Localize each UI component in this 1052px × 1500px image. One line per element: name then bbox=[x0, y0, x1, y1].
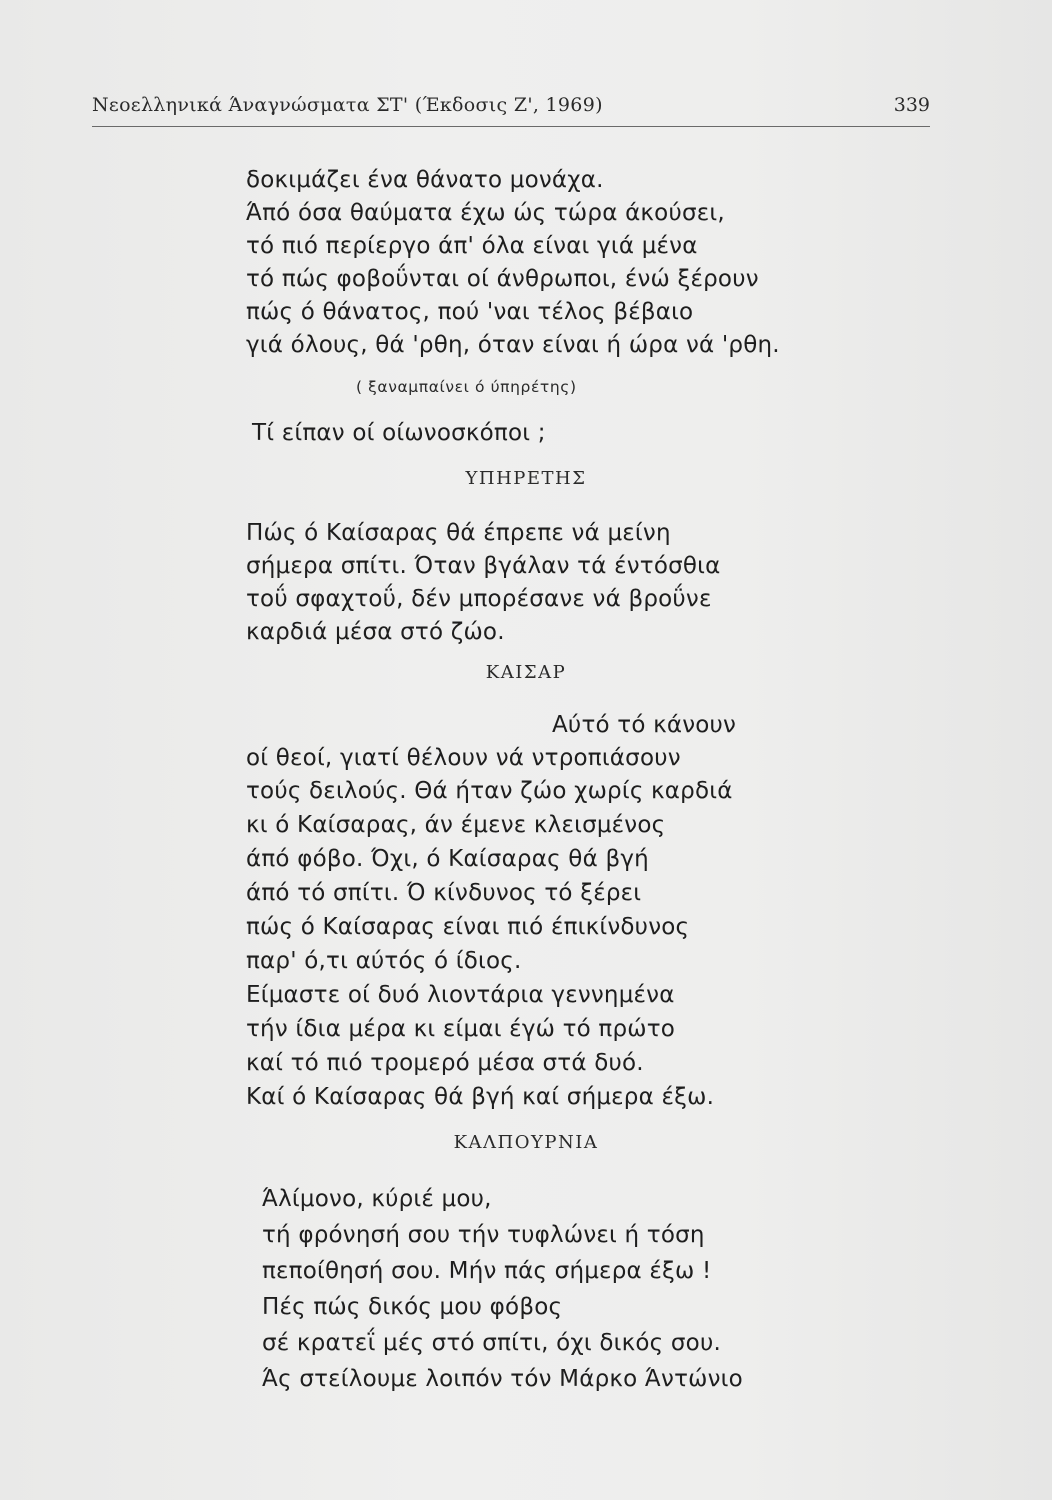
verse-line: κι ό Καίσαρας, άν έμενε κλεισμένος bbox=[246, 812, 666, 838]
verse-line: σήμερα σπίτι. Όταν βγάλαν τά έντόσθια bbox=[246, 553, 721, 579]
verse-line: Τί είπαν οί οίωνοσκόποι ; bbox=[252, 420, 546, 446]
verse-line: Είμαστε οί δυό λιοντάρια γεννημένα bbox=[246, 982, 675, 1008]
verse-line: Άλίμονο, κύριέ μου, bbox=[262, 1186, 492, 1212]
verse-line: καί τό πιό τρομερό μέσα στά δυό. bbox=[246, 1050, 644, 1076]
verse-line: Άς στείλουμε λοιπόν τόν Μάρκο Άντώνιο bbox=[262, 1366, 743, 1392]
verse-line: τοΰ σφαχτοΰ, δέν μπορέσανε νά βροΰνε bbox=[246, 586, 712, 612]
stage-direction: ( ξαναμπαίνει ό ύπηρέτης) bbox=[356, 378, 577, 396]
verse-line: πεποίθησή σου. Μήν πάς σήμερα έξω ! bbox=[262, 1258, 712, 1284]
verse-line: άπό φόβο. Όχι, ό Καίσαρας θά βγή bbox=[246, 846, 649, 872]
verse-line: παρ' ό,τι αύτός ό ίδιος. bbox=[246, 948, 522, 974]
verse-line: πώς ό Καίσαρας είναι πιό έπικίνδυνος bbox=[246, 914, 690, 940]
verse-line: Καί ό Καίσαρας θά βγή καί σήμερα έξω. bbox=[246, 1084, 715, 1110]
speaker-name: ΚΑΛΠΟΥΡΝΙΑ bbox=[453, 1132, 599, 1153]
book-title: Νεοελληνικά Άναγνώσματα ΣΤ' (Έκδοσις Ζ', 1969) bbox=[92, 94, 603, 116]
verse-line: άπό τό σπίτι. Ό κίνδυνος τό ξέρει bbox=[246, 880, 642, 906]
verse-line: τή φρόνησή σου τήν τυφλώνει ή τόση bbox=[262, 1222, 705, 1248]
speaker-name: ΚΑΙΣΑΡ bbox=[485, 662, 567, 683]
verse-line: δοκιμάζει ένα θάνατο μονάχα. bbox=[246, 167, 604, 193]
page-number: 339 bbox=[893, 94, 930, 116]
verse-line: γιά όλους, θά 'ρθη, όταν είναι ή ώρα νά 'ρθη. bbox=[246, 332, 780, 358]
verse-line: Πές πώς δικός μου φόβος bbox=[262, 1294, 563, 1320]
verse-line: σέ κρατεΐ μές στό σπίτι, όχι δικός σου. bbox=[262, 1330, 721, 1356]
verse-line: οί θεοί, γιατί θέλουν νά ντροπιάσουν bbox=[246, 745, 681, 771]
speaker-name: ΥΠΗΡΕΤΗΣ bbox=[465, 468, 587, 489]
verse-line: τήν ίδια μέρα κι είμαι έγώ τό πρώτο bbox=[246, 1016, 676, 1042]
verse-line: τούς δειλούς. Θά ήταν ζώο χωρίς καρδιά bbox=[246, 778, 733, 804]
verse-line: καρδιά μέσα στό ζώο. bbox=[246, 619, 505, 645]
verse-line: Πώς ό Καίσαρας θά έπρεπε νά μείνη bbox=[246, 520, 671, 546]
verse-line: Αύτό τό κάνουν bbox=[552, 712, 737, 738]
verse-line: πώς ό θάνατος, πού 'ναι τέλος βέβαιο bbox=[246, 299, 694, 325]
verse-line: Άπό όσα θαύματα έχω ώς τώρα άκούσει, bbox=[246, 200, 725, 226]
running-header bbox=[92, 92, 930, 127]
verse-line: τό πώς φοβοΰνται οί άνθρωποι, ένώ ξέρουν bbox=[246, 266, 759, 292]
verse-line: τό πιό περίεργο άπ' όλα είναι γιά μένα bbox=[246, 233, 698, 259]
